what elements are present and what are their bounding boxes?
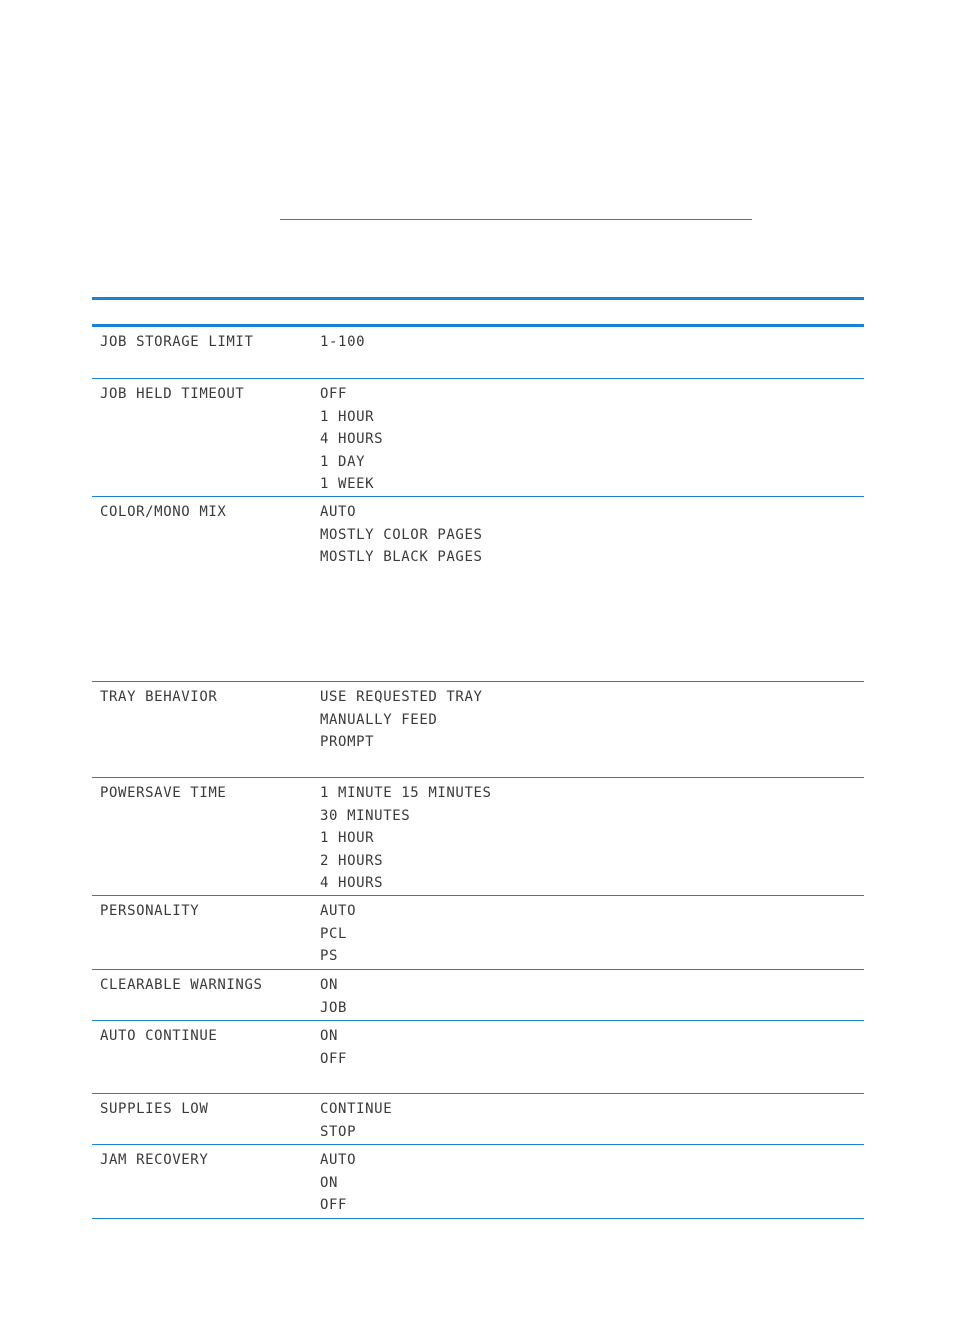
- setting-value: AUTO: [320, 1152, 357, 1168]
- setting-name: JAM RECOVERY: [100, 1152, 209, 1168]
- setting-value: PCL: [320, 925, 348, 942]
- setting-value: MOSTLY BLACK PAGES: [320, 549, 483, 565]
- table-row: [92, 1094, 864, 1145]
- setting-value: ON: [320, 1174, 339, 1191]
- setting-name: JOB STORAGE LIMIT: [100, 334, 254, 350]
- setting-value: AUTO: [320, 903, 357, 919]
- table-row: [92, 327, 864, 379]
- setting-value: MOSTLY COLOR PAGES: [320, 526, 483, 543]
- setting-value: 1 DAY: [320, 453, 366, 470]
- setting-values: [320, 686, 483, 754]
- table-row: [92, 778, 864, 896]
- table-row: [92, 970, 864, 1021]
- setting-values: [320, 900, 356, 968]
- setting-value: OFF: [320, 1197, 348, 1213]
- setting-name: TRAY BEHAVIOR: [100, 689, 218, 705]
- setting-name: PERSONALITY: [100, 903, 200, 919]
- setting-value: 2 HOURS: [320, 852, 384, 869]
- setting-value: OFF: [320, 1050, 348, 1067]
- setting-name: CLEARABLE WARNINGS: [100, 977, 263, 993]
- setting-name: SUPPLIES LOW: [100, 1101, 209, 1117]
- link-underline: [280, 219, 752, 220]
- setting-values: [320, 782, 492, 895]
- setting-value: CONTINUE: [320, 1101, 393, 1117]
- setting-value: AUTO: [320, 504, 357, 520]
- setting-name: JOB HELD TIMEOUT: [100, 386, 245, 402]
- setting-value: PS: [320, 948, 339, 964]
- setting-values: [320, 1149, 356, 1217]
- table-row: [92, 379, 864, 497]
- setting-value: 1 HOUR: [320, 830, 375, 846]
- setting-value: STOP: [320, 1123, 357, 1140]
- setting-value: OFF: [320, 386, 348, 402]
- setting-name: AUTO CONTINUE: [100, 1028, 218, 1044]
- table-row: [92, 1145, 864, 1219]
- setting-value: 4 HOURS: [320, 875, 384, 891]
- setting-value: 4 HOURS: [320, 431, 384, 447]
- setting-values: [320, 331, 365, 354]
- table-row: [92, 896, 864, 970]
- setting-value: ON: [320, 1028, 339, 1044]
- setting-value: 30 MINUTES: [320, 807, 411, 824]
- setting-values: [320, 1025, 347, 1070]
- setting-values: [320, 501, 483, 569]
- table-row: [92, 497, 864, 682]
- table-row: [92, 1021, 864, 1094]
- setting-value: 1-100: [320, 334, 366, 350]
- setting-name: COLOR/MONO MIX: [100, 504, 227, 520]
- setting-value: PROMPT: [320, 734, 375, 750]
- table-row: [92, 682, 864, 778]
- setting-value: 1 WEEK: [320, 476, 375, 492]
- setting-value: 1 HOUR: [320, 408, 375, 425]
- table-header: [92, 297, 864, 327]
- setting-value: ON: [320, 977, 339, 993]
- setting-value: JOB: [320, 999, 348, 1016]
- setting-value: MANUALLY FEED: [320, 711, 438, 728]
- setting-values: [320, 1098, 392, 1143]
- setting-values: [320, 383, 383, 496]
- setting-values: [320, 974, 347, 1019]
- setting-value: USE REQUESTED TRAY: [320, 689, 483, 705]
- setting-value: 1 MINUTE 15 MINUTES: [320, 785, 492, 801]
- setting-name: POWERSAVE TIME: [100, 785, 227, 801]
- settings-table: [92, 297, 864, 1219]
